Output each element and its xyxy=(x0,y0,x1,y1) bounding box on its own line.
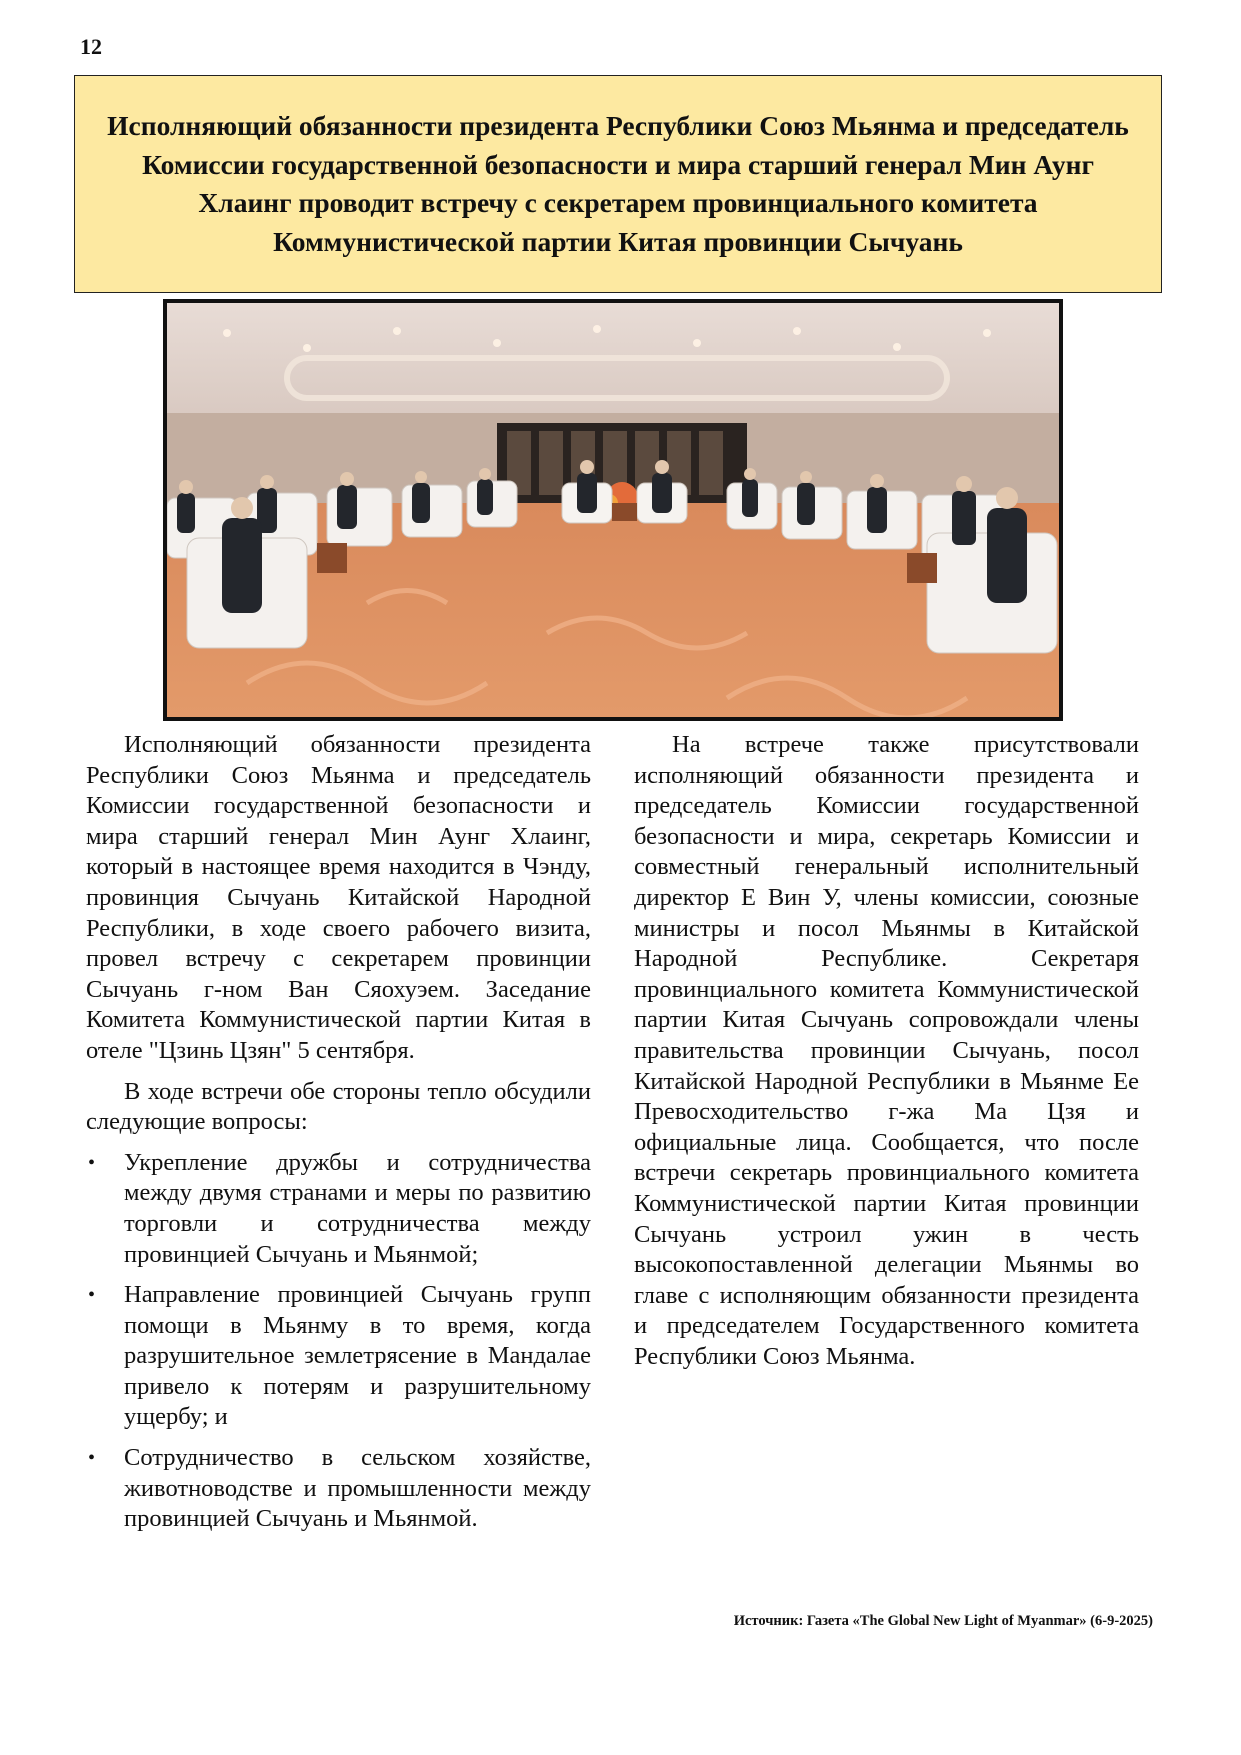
bullet-icon: • xyxy=(88,1151,96,1174)
article-paragraph-2: В ходе встречи обе стороны тепло обсудили следующие вопросы: xyxy=(86,1077,591,1136)
headline-box xyxy=(74,75,1162,293)
meeting-photo-icon xyxy=(167,303,1059,717)
list-item-text: Направление провинцией Сычуань групп помощи в Мьянму в то время, когда разрушительное землетрясение в Мандалае привело к потерям и разрушительному ущербу; и xyxy=(124,1281,591,1431)
list-item xyxy=(86,1280,591,1433)
article-right-column xyxy=(634,730,1139,1382)
source-credit: Источник: Газета «The Global New Light of Myanmar» (6-9-2025) xyxy=(733,1613,1153,1629)
list-item-text: Укрепление дружбы и сотрудничества между двумя странами и меры по развитию торговли и сотрудничества между провинцией Сычуань и Мьянмой; xyxy=(124,1148,591,1268)
article-paragraph-3: На встрече также присутствовали исполняющий обязанности президента и председатель Комиссии государственной безопасности и мира, секретарь Комиссии и совместный генеральный исполнительный директор Е Вин У, члены комиссии, союзные министры и посол Мьянмы в Китайской Народной Республике. Секретаря провинциального комитета Коммунистической партии Китая Сычуань сопровождали члены правительства провинции Сычуань, посол Китайской Народной Республики в Мьянме Ее Превосходительство г-жа Ма Цзя и официальные лица. Сообщается, что после встречи секретарь провинциального комитета Коммунистической партии Китая провинции Сычуань устроил ужин в честь высокопоставленной делегации Мьянмы во главе с исполняющим обязанности президента и председателем Государственного комитета Республики Союз Мьянма. xyxy=(634,731,1139,1370)
article-left-column xyxy=(86,730,591,1545)
meeting-photo xyxy=(163,299,1063,721)
list-item xyxy=(86,1443,591,1535)
article-paragraph-1: Исполняющий обязанности президента Республики Союз Мьянма и председатель Комиссии государственной безопасности и мира старший генерал Мин Аунг Хлаинг, который в настоящее время находится в Чэнду, провинция Сычуань Китайской Народной Республики, в ходе своего рабочего визита, провел встречу с секретарем провинции Сычуань г-ном Ван Сяохуэем. Заседание Комитета Коммунистической партии Китая в отеле "Цзинь Цзян" 5 сентября. xyxy=(86,731,591,1064)
headline: Исполняющий обязанности президента Республики Союз Мьянма и председатель Комиссии государственной безопасности и мира старший генерал Мин Аунг Хлаинг проводит встречу с секретарем провинциального комитета Коммунистической партии Китая провинции Сычуань xyxy=(107,110,1129,257)
bullet-icon: • xyxy=(88,1447,96,1470)
discussion-topics-list xyxy=(86,1148,591,1535)
page-number: 12 xyxy=(80,34,102,59)
list-item-text: Сотрудничество в сельском хозяйстве, животноводстве и промышленности между провинцией Сычуань и Мьянмой. xyxy=(124,1444,591,1533)
list-item xyxy=(86,1148,591,1270)
bullet-icon: • xyxy=(88,1284,96,1307)
